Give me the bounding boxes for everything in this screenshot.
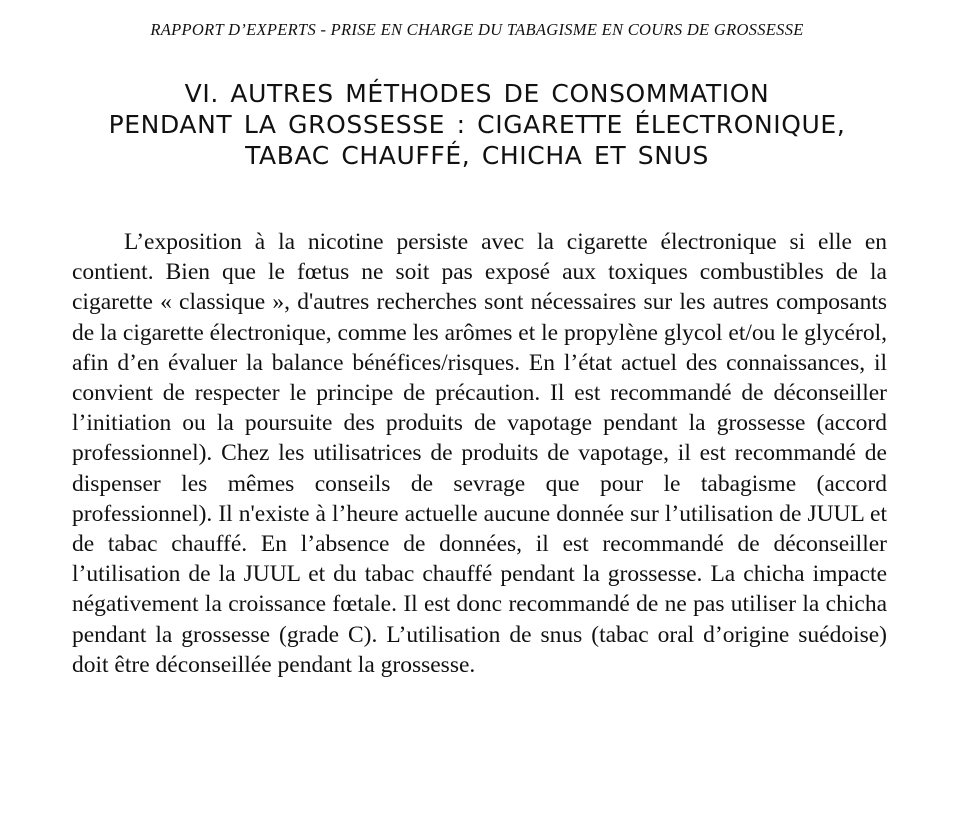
section-title-line-2: PENDANT LA GROSSESSE : CIGARETTE ÉLECTRONIQUE, [108, 110, 846, 139]
section-title-line-3: TABAC CHAUFFÉ, CHICHA ET SNUS [245, 141, 709, 170]
section-title-line-1: VI. AUTRES MÉTHODES DE CONSOMMATION [184, 79, 770, 108]
running-header: RAPPORT D’EXPERTS - PRISE EN CHARGE DU TABAGISME EN COURS DE GROSSESSE [150, 20, 804, 39]
body-paragraph: L’exposition à la nicotine persiste avec la cigarette électronique si elle en contient. Bien que le fœtus ne soit pas exposé aux toxiques combustibles de la cigarette « classique », d'autres recherches sont nécessaires sur les autres composants de la cigarette électronique, comme les arômes et le propylène glycol et/ou le glycérol, afin d’en évaluer la balance bénéfices/risques. En l’état actuel des connaissances, il convient de respecter le principe de précaution. Il est recommandé de déconseiller l’initiation ou la poursuite des produits de vapotage pendant la grossesse (accord professionnel). Chez les utilisatrices de produits de vapotage, il est recommandé de dispenser les mêmes conseils de sevrage que pour le tabagisme (accord professionnel). Il n'existe à l’heure actuelle aucune donnée sur l’utilisation de JUUL et de tabac chauffé. En l’absence de données, il est recommandé de déconseiller l’utilisation de la JUUL et du tabac chauffé pendant la grossesse. La chicha impacte négativement la croissance fœtale. Il est donc recommandé de ne pas utiliser la chicha pendant la grossesse (grade C). L’utilisation de snus (tabac oral d’origine suédoise) doit être déconseillée pendant la grossesse. [72, 229, 887, 678]
section-title [40, 78, 914, 171]
